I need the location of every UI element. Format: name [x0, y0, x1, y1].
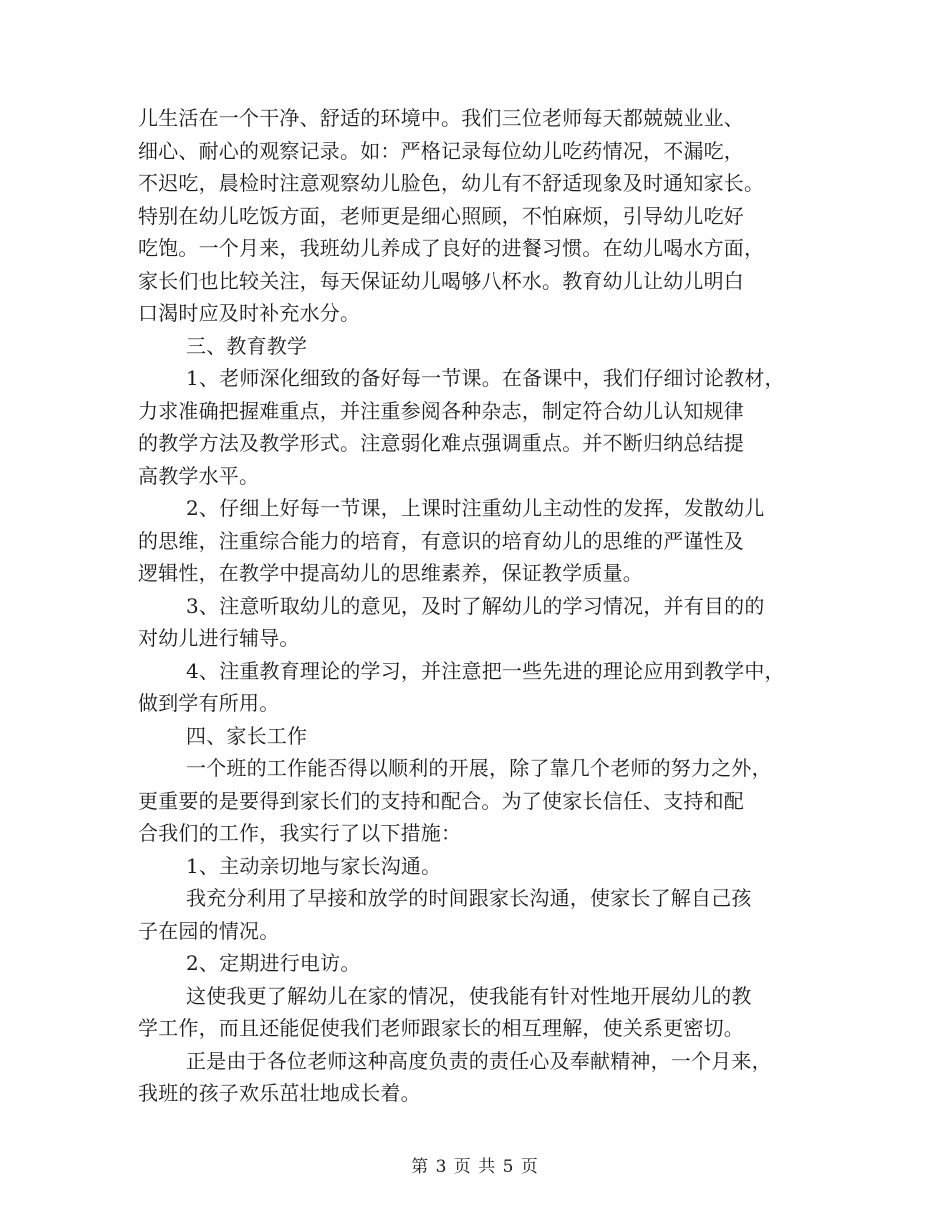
- text-line: 我班的孩子欢乐茁壮地成长着。: [138, 1081, 421, 1105]
- text-line: 学工作，而且还能促使我们老师跟家长的相互理解，使关系更密切。: [138, 1016, 744, 1040]
- text-line: 细心、耐心的观察记录。如：严格记录每位幼儿吃药情况，不漏吃，: [138, 138, 744, 163]
- text-line: 高教学水平。: [138, 463, 260, 488]
- text-line: 2、定期进行电访。: [186, 951, 361, 975]
- text-line: 口渴时应及时补充水分。: [138, 301, 361, 325]
- document-body: [138, 102, 828, 1110]
- text-line: 对幼儿进行辅导。: [138, 626, 300, 650]
- text-line: 4、注重教育理论的学习，并注意把一些先进的理论应用到教学中，: [186, 658, 785, 683]
- text-line: 这使我更了解幼儿在家的情况，使我能有针对性地开展幼儿的教: [186, 983, 752, 1008]
- page-number-footer: 第 3 页 共 5 页: [411, 1157, 539, 1177]
- text-line: 的思维，注重综合能力的培育，有意识的培育幼儿的思维的严谨性及: [138, 528, 744, 553]
- text-line: 正是由于各位老师这种高度负责的责任心及奉献精神，一个月来，: [186, 1048, 772, 1073]
- text-line: 的教学方法及教学形式。注意弱化难点强调重点。并不断归纳总结提: [138, 431, 744, 455]
- text-line: 1、主动亲切地与家长沟通。: [186, 853, 442, 878]
- text-line: 一个班的工作能否得以顺利的开展，除了靠几个老师的努力之外，: [186, 756, 772, 780]
- text-line: 2、仔细上好每一节课，上课时注重幼儿主动性的发挥，发散幼儿: [186, 496, 765, 520]
- text-line: 更重要的是要得到家长们的支持和配合。为了使家长信任、支持和配: [138, 788, 744, 813]
- text-line: 四、家长工作: [186, 723, 308, 748]
- text-line: 子在园的情况。: [138, 918, 280, 943]
- text-line: 我充分利用了早接和放学的时间跟家长沟通，使家长了解自己孩: [186, 886, 752, 910]
- text-line: 三、教育教学: [186, 333, 308, 358]
- text-line: 合我们的工作，我实行了以下措施：: [138, 821, 462, 845]
- text-line: 力求准确把握难重点，并注重参阅各种杂志，制定符合幼儿认知规律: [138, 398, 744, 423]
- text-line: 做到学有所用。: [138, 691, 280, 715]
- text-line: 儿生活在一个干净、舒适的环境中。我们三位老师每天都兢兢业业、: [138, 106, 744, 130]
- text-line: 不迟吃，晨检时注意观察幼儿脸色，幼儿有不舒适现象及时通知家长。: [138, 171, 765, 195]
- text-line: 逻辑性，在教学中提高幼儿的思维素养，保证教学质量。: [138, 561, 643, 585]
- text-line: 特别在幼儿吃饭方面，老师更是细心照顾，不怕麻烦，引导幼儿吃好: [138, 203, 744, 228]
- text-line: 吃饱。一个月来，我班幼儿养成了良好的进餐习惯。在幼儿喝水方面，: [138, 236, 765, 260]
- text-line: 1、老师深化细致的备好每一节课。在备课中，我们仔细讨论教材，: [186, 366, 785, 390]
- text-line: 3、注意听取幼儿的意见，及时了解幼儿的学习情况，并有目的的: [186, 593, 765, 618]
- text-line: 家长们也比较关注，每天保证幼儿喝够八杯水。教育幼儿让幼儿明白: [138, 268, 744, 293]
